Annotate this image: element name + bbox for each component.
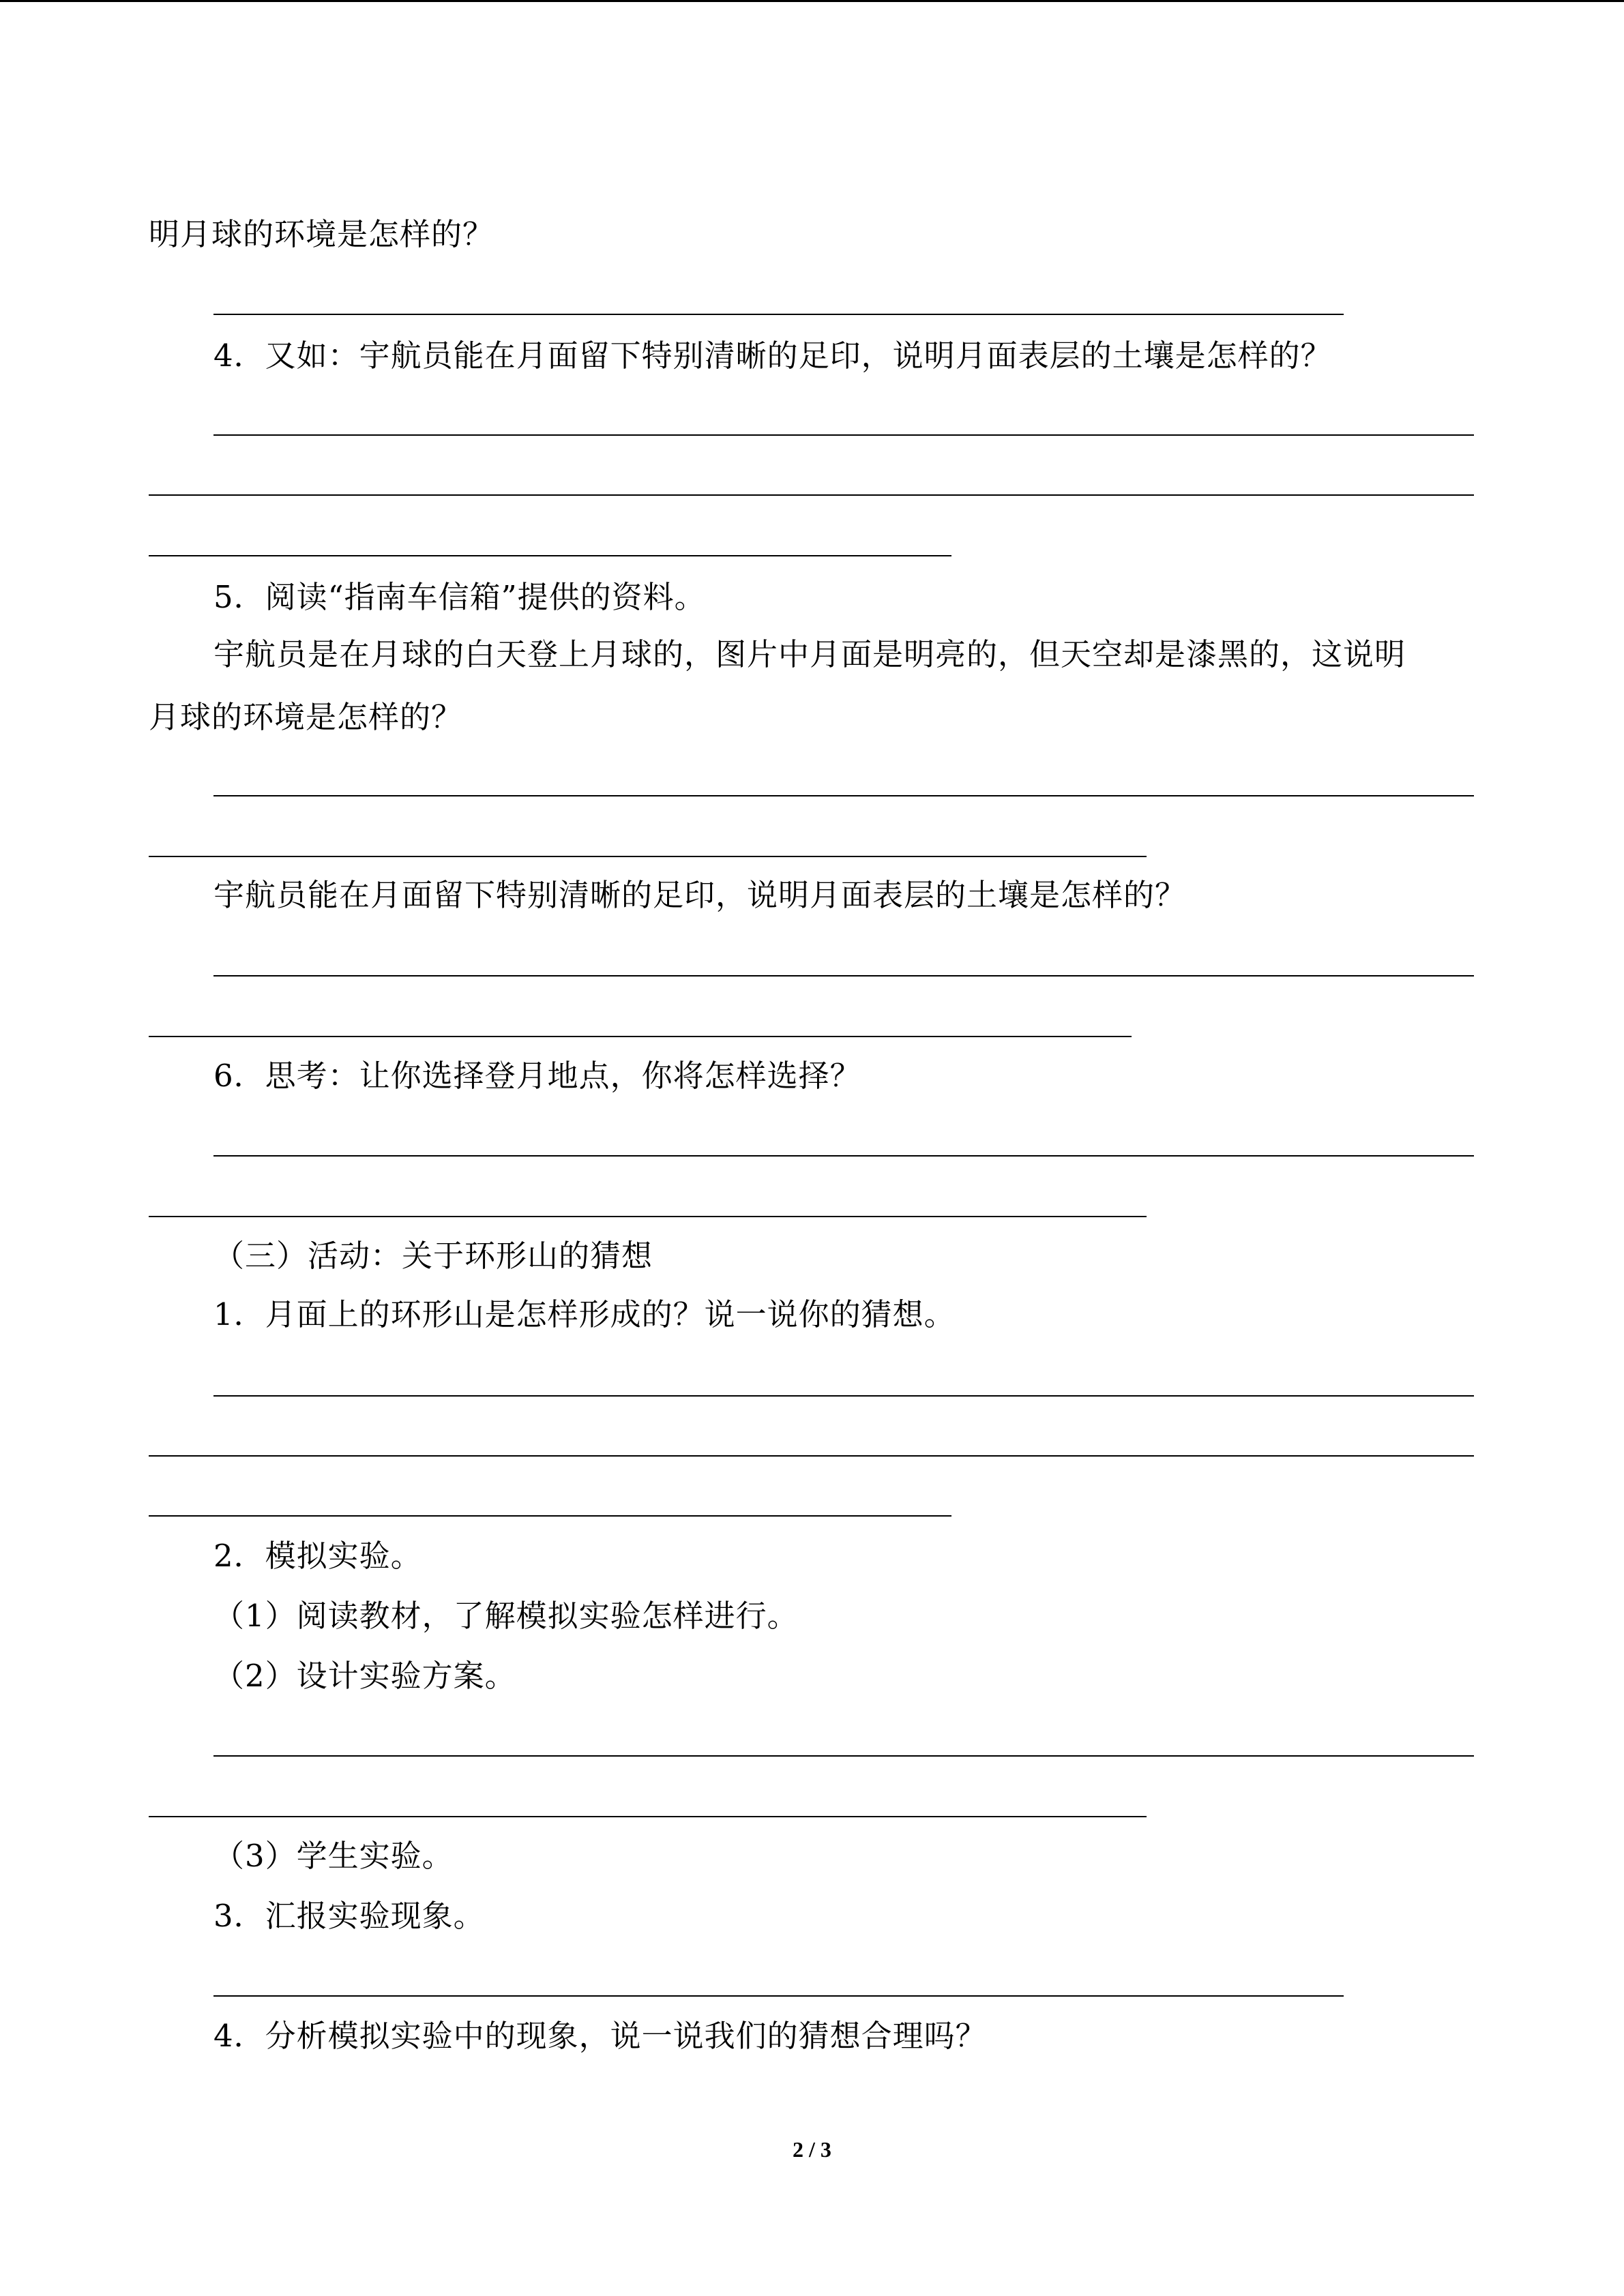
text-line: 明月球的环境是怎样的？ <box>149 216 494 252</box>
answer-line[interactable] <box>213 1995 1344 1997</box>
answer-line[interactable] <box>149 1455 1474 1457</box>
question-4: 4．又如：宇航员能在月面留下特别清晰的足印，说明月面表层的土壤是怎样的？ <box>213 338 1332 374</box>
answer-line[interactable] <box>213 975 1474 976</box>
answer-line[interactable] <box>213 314 1344 315</box>
section-heading: （三）活动：关于环形山的猜想 <box>213 1238 653 1274</box>
answer-line[interactable] <box>149 1515 951 1517</box>
answer-line[interactable] <box>149 494 1474 496</box>
text-line: 宇航员是在月球的白天登上月球的，图片中月面是明亮的，但天空却是漆黑的，这说明 <box>213 636 1406 672</box>
answer-line[interactable] <box>149 1816 1147 1817</box>
question-5: 5．阅读“指南车信箱”提供的资料。 <box>213 579 706 615</box>
top-border <box>0 0 1624 2</box>
question-3: 3．汇报实验现象。 <box>213 1898 485 1934</box>
answer-line[interactable] <box>149 555 951 556</box>
answer-line[interactable] <box>213 795 1474 796</box>
question-4b: 4．分析模拟实验中的现象，说一说我们的猜想合理吗？ <box>213 2018 987 2054</box>
answer-line[interactable] <box>213 1755 1474 1757</box>
question-6: 6．思考：让你选择登月地点，你将怎样选择？ <box>213 1058 861 1094</box>
question-2: 2．模拟实验。 <box>213 1538 422 1574</box>
answer-line[interactable] <box>149 1216 1147 1217</box>
answer-line[interactable] <box>149 856 1147 857</box>
text-line: 宇航员能在月面留下特别清晰的足印，说明月面表层的土壤是怎样的？ <box>213 877 1187 913</box>
step-3: （3）学生实验。 <box>213 1838 454 1874</box>
step-2: （2）设计实验方案。 <box>213 1658 516 1694</box>
answer-line[interactable] <box>213 1155 1474 1157</box>
step-1: （1）阅读教材，了解模拟实验怎样进行。 <box>213 1598 799 1634</box>
answer-line[interactable] <box>213 434 1474 436</box>
answer-line[interactable] <box>149 1036 1132 1037</box>
text-line: 月球的环境是怎样的？ <box>149 699 463 735</box>
answer-line[interactable] <box>213 1395 1474 1397</box>
question-1: 1．月面上的环形山是怎样形成的？说一说你的猜想。 <box>213 1296 956 1332</box>
page-number: 2 / 3 <box>793 2137 831 2162</box>
